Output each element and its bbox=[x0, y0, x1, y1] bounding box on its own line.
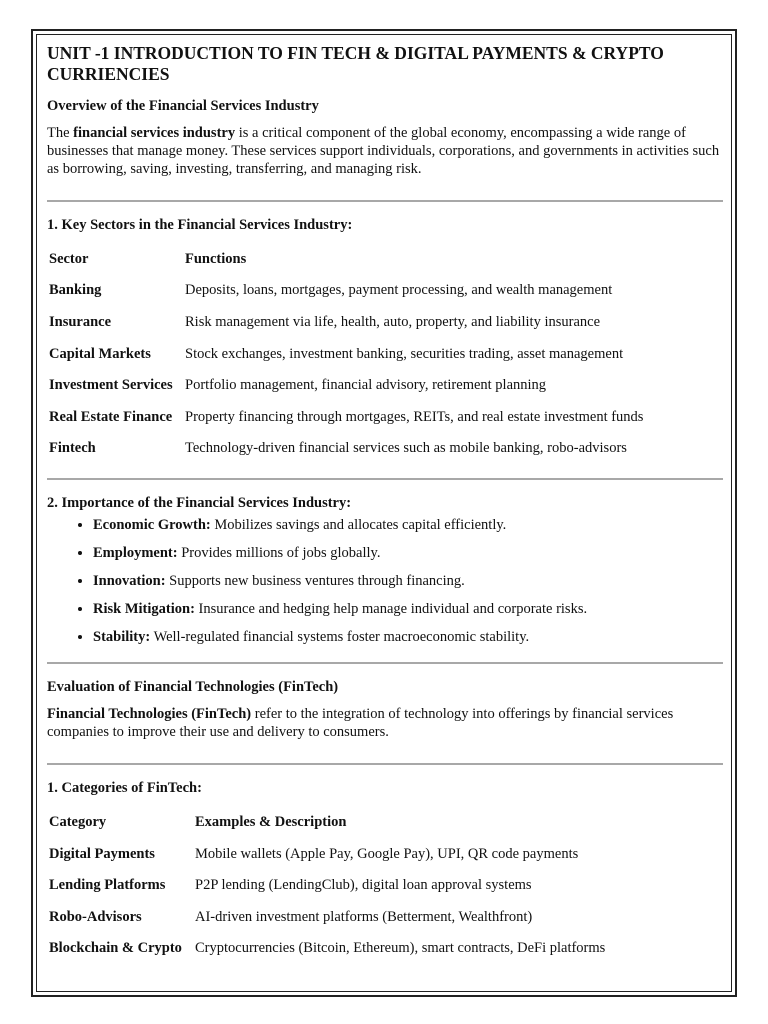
divider bbox=[47, 200, 723, 202]
divider bbox=[47, 763, 723, 765]
table-header-row bbox=[47, 243, 645, 275]
category-name: Digital Payments bbox=[49, 845, 155, 862]
list-item-label: Employment: bbox=[93, 545, 178, 562]
list-item bbox=[93, 600, 723, 628]
sector-name: Insurance bbox=[49, 313, 112, 330]
divider bbox=[47, 478, 723, 480]
category-examples: Cryptocurrencies (Bitcoin, Ethereum), smart contracts, DeFi platforms bbox=[195, 940, 606, 957]
category-name: Lending Platforms bbox=[49, 877, 166, 894]
table-row bbox=[47, 338, 645, 370]
sector-functions: Portfolio management, financial advisory, retirement planning bbox=[185, 377, 547, 394]
categories-table bbox=[47, 806, 607, 964]
table-header-cell: Examples & Description bbox=[195, 813, 347, 830]
sector-functions: Risk management via life, health, auto, property, and liability insurance bbox=[185, 313, 601, 330]
table-header-cell: Category bbox=[49, 813, 107, 830]
list-item-label: Economic Growth: bbox=[93, 517, 211, 534]
sector-name: Banking bbox=[49, 282, 102, 299]
list-item bbox=[93, 628, 723, 656]
importance-list bbox=[47, 516, 723, 656]
sector-name: Fintech bbox=[49, 440, 96, 457]
category-name: Blockchain & Crypto bbox=[49, 940, 182, 957]
overview-paragraph bbox=[47, 124, 723, 178]
sectors-table bbox=[47, 243, 645, 464]
fintech-definition bbox=[47, 705, 723, 741]
table-row bbox=[47, 901, 607, 933]
overview-intro-bold: financial services industry bbox=[73, 125, 236, 141]
table-row bbox=[47, 369, 645, 401]
table-header-cell: Sector bbox=[49, 250, 89, 267]
list-item bbox=[93, 572, 723, 600]
overview-heading: Overview of the Financial Services Industry bbox=[47, 98, 319, 114]
sector-functions: Stock exchanges, investment banking, securities trading, asset management bbox=[185, 345, 624, 362]
table-header-row bbox=[47, 806, 607, 838]
category-examples: Mobile wallets (Apple Pay, Google Pay), UPI, QR code payments bbox=[195, 845, 579, 862]
list-item-text: Provides millions of jobs globally. bbox=[177, 545, 381, 562]
table-row bbox=[47, 838, 607, 870]
table-row bbox=[47, 933, 607, 965]
fintech-definition-bold: Financial Technologies (FinTech) bbox=[47, 706, 252, 723]
list-item-text: Mobilizes savings and allocates capital efficiently. bbox=[210, 517, 507, 534]
importance-heading: 2. Importance of the Financial Services Industry: bbox=[47, 495, 352, 512]
list-item-text: Supports new business ventures through financing. bbox=[165, 573, 465, 590]
list-item bbox=[93, 544, 723, 572]
sector-name: Investment Services bbox=[49, 377, 173, 394]
category-examples: AI-driven investment platforms (Betterment, Wealthfront) bbox=[195, 908, 533, 925]
table-row bbox=[47, 275, 645, 307]
overview-intro-pre: The bbox=[47, 125, 74, 141]
sector-functions: Deposits, loans, mortgages, payment processing, and wealth management bbox=[185, 282, 613, 299]
sector-name: Capital Markets bbox=[49, 345, 151, 362]
list-item-label: Risk Mitigation: bbox=[93, 601, 195, 618]
document-content bbox=[47, 43, 723, 964]
list-item-label: Innovation: bbox=[93, 573, 166, 590]
overview-intro-post: is a critical component of the global economy, encompassing a wide range of businesses that manage money. These services support individuals, corporations, and governments in activities such as borrowing, saving, investing, transferring, and managing risk. bbox=[47, 125, 720, 177]
list-item bbox=[93, 516, 723, 544]
list-item-text: Insurance and hedging help manage individual and corporate risks. bbox=[194, 601, 588, 618]
sector-functions: Technology-driven financial services such as mobile banking, robo-advisors bbox=[185, 440, 627, 457]
fintech-definition-text: refer to the integration of technology into offerings by financial services companies to improve their use and delivery to consumers. bbox=[47, 706, 674, 741]
page-title: UNIT -1 INTRODUCTION TO FIN TECH & DIGITAL PAYMENTS & CRYPTO CURRIENCIES bbox=[47, 43, 664, 84]
fintech-heading: Evaluation of Financial Technologies (FinTech) bbox=[47, 679, 339, 696]
table-row bbox=[47, 306, 645, 338]
table-row bbox=[47, 869, 607, 901]
categories-heading: 1. Categories of FinTech: bbox=[47, 780, 202, 797]
category-name: Robo-Advisors bbox=[49, 908, 142, 925]
divider bbox=[47, 662, 723, 664]
sector-name: Real Estate Finance bbox=[49, 408, 173, 425]
table-header-cell: Functions bbox=[185, 250, 247, 267]
sector-functions: Property financing through mortgages, REITs, and real estate investment funds bbox=[185, 408, 644, 425]
list-item-label: Stability: bbox=[93, 629, 151, 646]
table-row bbox=[47, 401, 645, 433]
table-row bbox=[47, 433, 645, 465]
list-item-text: Well-regulated financial systems foster macroeconomic stability. bbox=[150, 629, 530, 646]
sectors-heading: 1. Key Sectors in the Financial Services Industry: bbox=[47, 217, 353, 233]
category-examples: P2P lending (LendingClub), digital loan approval systems bbox=[195, 877, 532, 894]
